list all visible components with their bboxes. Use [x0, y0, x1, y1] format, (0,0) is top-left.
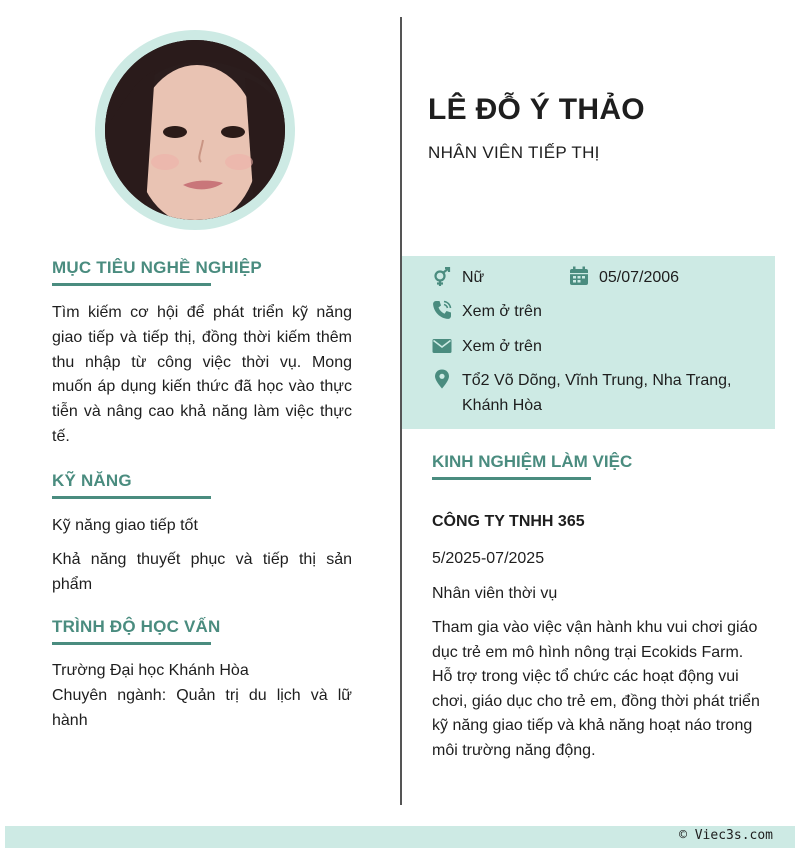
right-column — [402, 0, 800, 810]
location-icon — [432, 369, 452, 389]
objective-text: Tìm kiếm cơ hội để phát triển kỹ năng giao tiếp và tiếp thị, đồng thời kiếm thêm thu nhập từ công việc thời vụ. Mong muốn áp dụng kiến thức đã học vào thực tiễn và nâng cao khả năng làm việc thực tế. — [52, 304, 352, 445]
experience-description: Tham gia vào việc vận hành khu vui chơi giáo dục trẻ em mô hình nông trại Ecokids Farm. Hỗ trợ trong việc tổ chức các hoạt động vui chơi, giáo dục cho trẻ em, đồng thời phát triển kỹ năng giao tiếp và khả năng hoạt náo trong môi trường năng động. — [432, 619, 760, 759]
footer-copyright: © Viec3s.com — [679, 828, 773, 843]
calendar-icon — [569, 266, 589, 286]
birthdate-value: 05/07/2006 — [599, 269, 680, 286]
education-underline — [52, 642, 211, 645]
avatar — [105, 40, 285, 220]
email-icon — [432, 336, 452, 356]
skills-underline — [52, 496, 211, 499]
skill-item: Khả năng thuyết phục và tiếp thị sản phẩm — [52, 551, 352, 593]
experience-company: CÔNG TY TNHH 365 — [432, 513, 585, 530]
avatar-ring — [95, 30, 295, 230]
education-school: Trường Đại học Khánh Hòa — [52, 662, 249, 679]
education-major: Chuyên ngành: Quản trị du lịch và lữ hành — [52, 687, 352, 729]
email-value: Xem ở trên — [462, 338, 542, 355]
experience-underline — [432, 477, 591, 480]
avatar-portrait — [105, 40, 285, 220]
candidate-position: NHÂN VIÊN TIẾP THỊ — [428, 143, 600, 162]
contact-info-panel — [402, 256, 775, 429]
phone-icon — [432, 300, 452, 320]
skill-item: Kỹ năng giao tiếp tốt — [52, 517, 198, 534]
footer-bar — [5, 826, 795, 848]
experience-title: KINH NGHIỆM LÀM VIỆC — [432, 452, 633, 471]
skills-title: KỸ NĂNG — [52, 471, 132, 490]
objective-title: MỤC TIÊU NGHỀ NGHIỆP — [52, 258, 262, 277]
candidate-name: LÊ ĐỖ Ý THẢO — [428, 93, 645, 126]
address-value: Tổ2 Võ Dõng, Vĩnh Trung, Nha Trang, Khánh Hòa — [462, 372, 732, 414]
experience-role: Nhân viên thời vụ — [432, 585, 558, 602]
phone-value: Xem ở trên — [462, 303, 542, 320]
experience-period: 5/2025-07/2025 — [432, 550, 545, 567]
gender-value: Nữ — [462, 269, 485, 286]
objective-underline — [52, 283, 211, 286]
left-column — [0, 0, 400, 810]
gender-icon — [432, 267, 452, 287]
education-title: TRÌNH ĐỘ HỌC VẤN — [52, 617, 221, 636]
